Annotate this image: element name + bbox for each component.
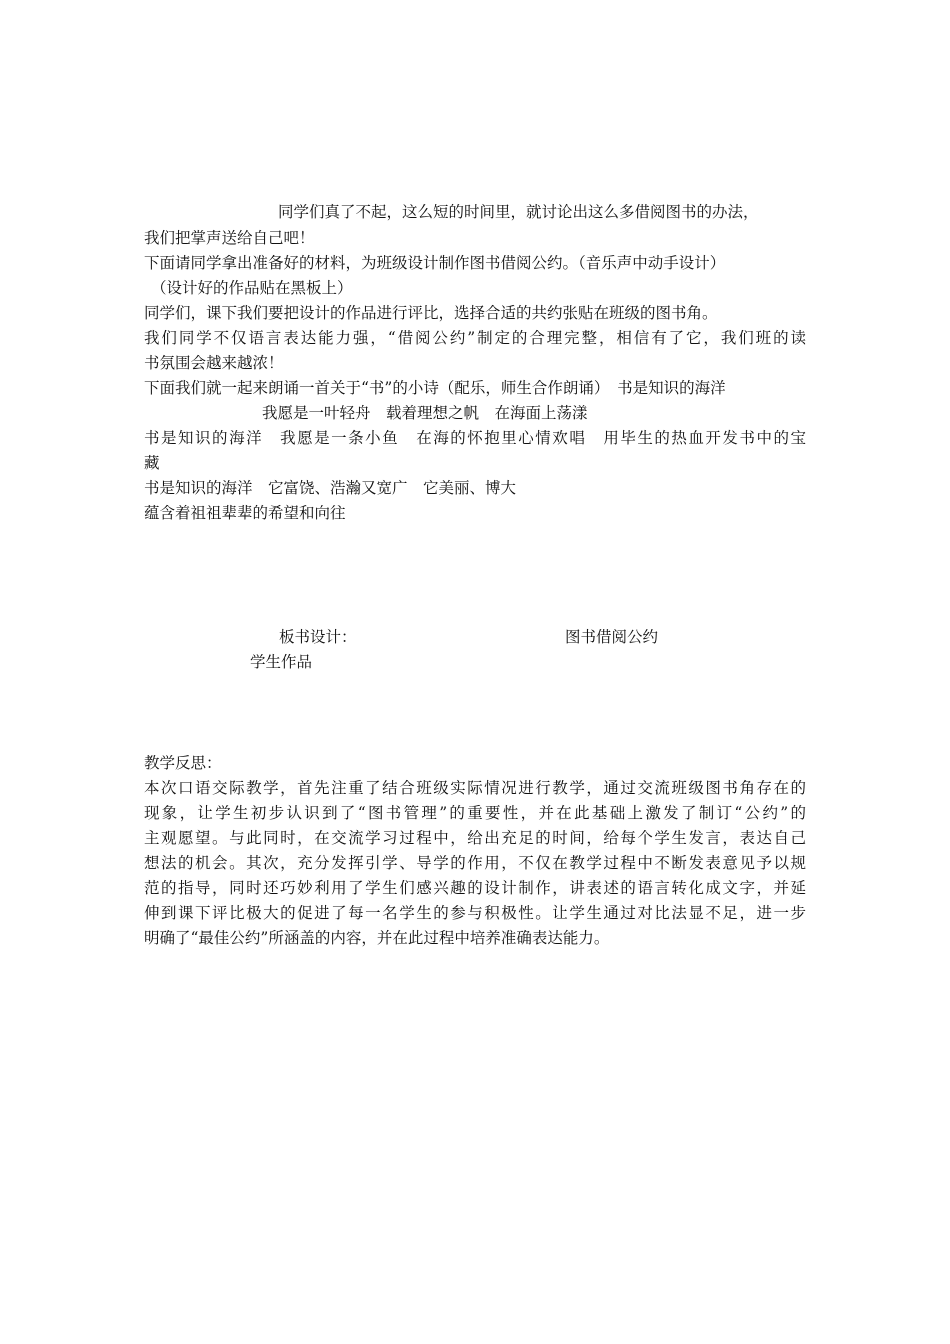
lesson-text: （设计好的作品贴在黑板上） [151, 279, 353, 297]
reflection-line: 现象，让学生初步认识到了“图书管理”的重要性，并在此基础上激发了制订“公约”的 [144, 804, 806, 822]
lesson-text: 书氛围会越来越浓！ [144, 354, 284, 372]
poem-line: 藏 [144, 454, 160, 472]
reflection-line: 明确了“最佳公约”所涵盖的内容，并在此过程中培养准确表达能力。 [144, 929, 610, 947]
reflection-line: 伸到课下评比极大的促进了每一名学生的参与积极性。让学生通过对比法显不足，进一步 [144, 904, 806, 922]
lesson-text: 我们把掌声送给自己吧！ [144, 229, 315, 247]
reflection-line: 本次口语交际教学，首先注重了结合班级实际情况进行教学，通过交流班级图书角存在的 [144, 779, 806, 797]
reflection-line: 主观愿望。与此同时，在交流学习过程中，给出充足的时间，给每个学生发言，表达自己 [144, 829, 806, 847]
lesson-text: 下面请同学拿出准备好的材料，为班级设计制作图书借阅公约。（音乐声中动手设计） [144, 254, 726, 272]
poem-line: 书是知识的海洋 我愿是一条小鱼 在海的怀抱里心情欢唱 用毕生的热血开发书中的宝 [144, 429, 806, 447]
board-design-title: 图书借阅公约 [565, 628, 659, 646]
board-design-label: 板书设计： [279, 628, 357, 646]
poem-line: 蕴含着祖祖辈辈的希望和向往 [144, 504, 346, 522]
lesson-text: 同学们，课下我们要把设计的作品进行评比，选择合适的共约张贴在班级的图书角。 [144, 304, 718, 322]
lesson-text: 同学们真了不起，这么短的时间里，就讨论出这么多借阅图书的办法， [278, 203, 759, 221]
lesson-text: 下面我们就一起来朗诵一首关于“书”的小诗（配乐，师生合作朗诵） 书是知识的海洋 [144, 379, 726, 397]
reflection-line: 想法的机会。其次，充分发挥引学、导学的作用，不仅在教学过程中不断发表意见予以规 [144, 854, 806, 872]
board-design-subtitle: 学生作品 [250, 653, 313, 671]
poem-line: 我愿是一叶轻舟 载着理想之帆 在海面上荡漾 [262, 404, 588, 422]
reflection-heading: 教学反思： [144, 754, 222, 772]
lesson-text: 我们同学不仅语言表达能力强，“借阅公约”制定的合理完整，相信有了它，我们班的读 [144, 329, 806, 347]
reflection-line: 范的指导，同时还巧妙利用了学生们感兴趣的设计制作，讲表述的语言转化成文字，并延 [144, 879, 806, 897]
poem-line: 书是知识的海洋 它富饶、浩瀚又宽广 它美丽、博大 [144, 479, 517, 497]
